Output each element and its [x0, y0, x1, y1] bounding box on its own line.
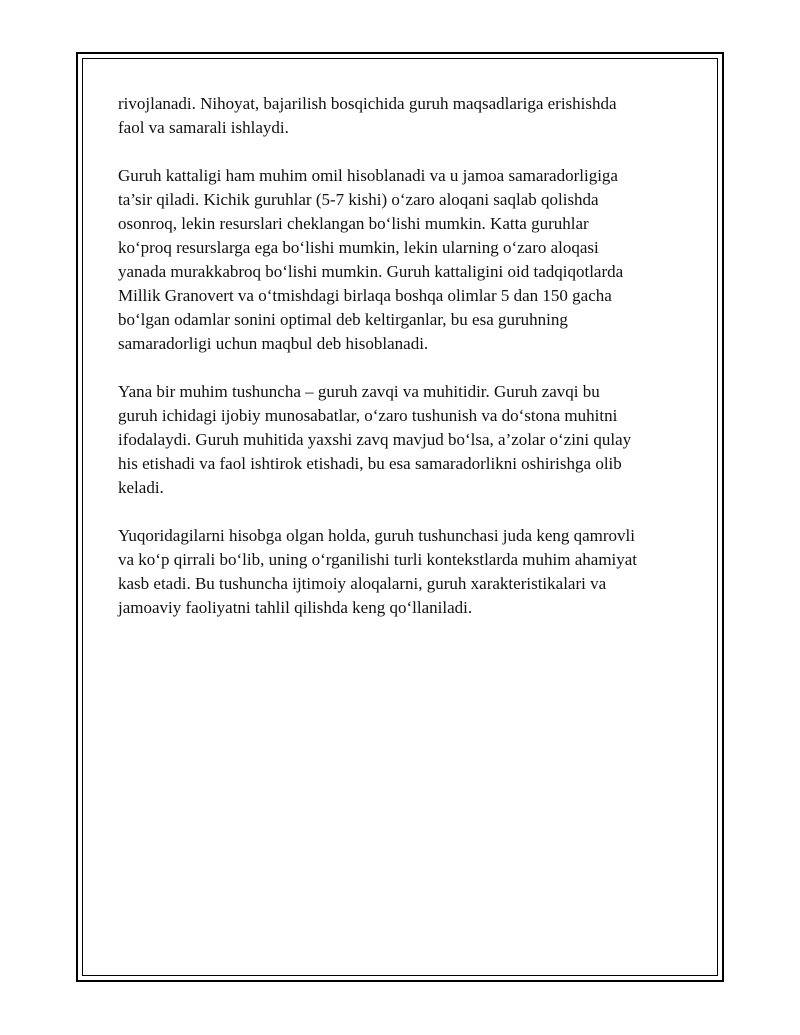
text-line: yanada murakkabroq bo‘lishi mumkin. Guruh kattaligini oid tadqiqotlarda: [118, 262, 624, 281]
paragraph: [118, 380, 698, 500]
text-line: guruh ichidagi ijobiy munosabatlar, o‘zaro tushunish va do‘stona muhitni: [118, 406, 618, 425]
text-line: Guruh kattaligi ham muhim omil hisoblanadi va u jamoa samaradorligiga: [118, 166, 618, 185]
paragraph: [118, 92, 698, 140]
text-line: samaradorligi uchun maqbul deb hisoblanadi.: [118, 334, 429, 353]
text-line: Yana bir muhim tushuncha – guruh zavqi va muhitidir. Guruh zavqi bu: [118, 382, 600, 401]
text-line: rivojlanadi. Nihoyat, bajarilish bosqichida guruh maqsadlariga erishishda: [118, 94, 617, 113]
text-line: his etishadi va faol ishtirok etishadi, bu esa samaradorlikni oshirishga olib: [118, 454, 622, 473]
text-line: osonroq, lekin resurslari cheklangan bo‘lishi mumkin. Katta guruhlar: [118, 214, 589, 233]
paragraph: [118, 164, 698, 356]
text-line: Millik Granovert va o‘tmishdagi birlaqa boshqa olimlar 5 dan 150 gacha: [118, 286, 612, 305]
text-line: faol va samarali ishlaydi.: [118, 118, 289, 137]
text-line: jamoaviy faoliyatni tahlil qilishda keng qo‘llaniladi.: [118, 598, 473, 617]
text-line: va ko‘p qirrali bo‘lib, uning o‘rganilishi turli kontekstlarda muhim ahamiyat: [118, 550, 638, 569]
document-body: [118, 92, 698, 644]
text-line: keladi.: [118, 478, 164, 497]
text-line: ta’sir qiladi. Kichik guruhlar (5-7 kishi) o‘zaro aloqani saqlab qolishda: [118, 190, 599, 209]
paragraph: [118, 524, 698, 620]
text-line: Yuqoridagilarni hisobga olgan holda, guruh tushunchasi juda keng qamrovli: [118, 526, 635, 545]
text-line: bo‘lgan odamlar sonini optimal deb keltirganlar, bu esa guruhning: [118, 310, 568, 329]
text-line: ifodalaydi. Guruh muhitida yaxshi zavq mavjud bo‘lsa, a’zolar o‘zini qulay: [118, 430, 632, 449]
text-line: ko‘proq resurslarga ega bo‘lishi mumkin, lekin ularning o‘zaro aloqasi: [118, 238, 599, 257]
text-line: kasb etadi. Bu tushuncha ijtimoiy aloqalarni, guruh xarakteristikalari va: [118, 574, 607, 593]
